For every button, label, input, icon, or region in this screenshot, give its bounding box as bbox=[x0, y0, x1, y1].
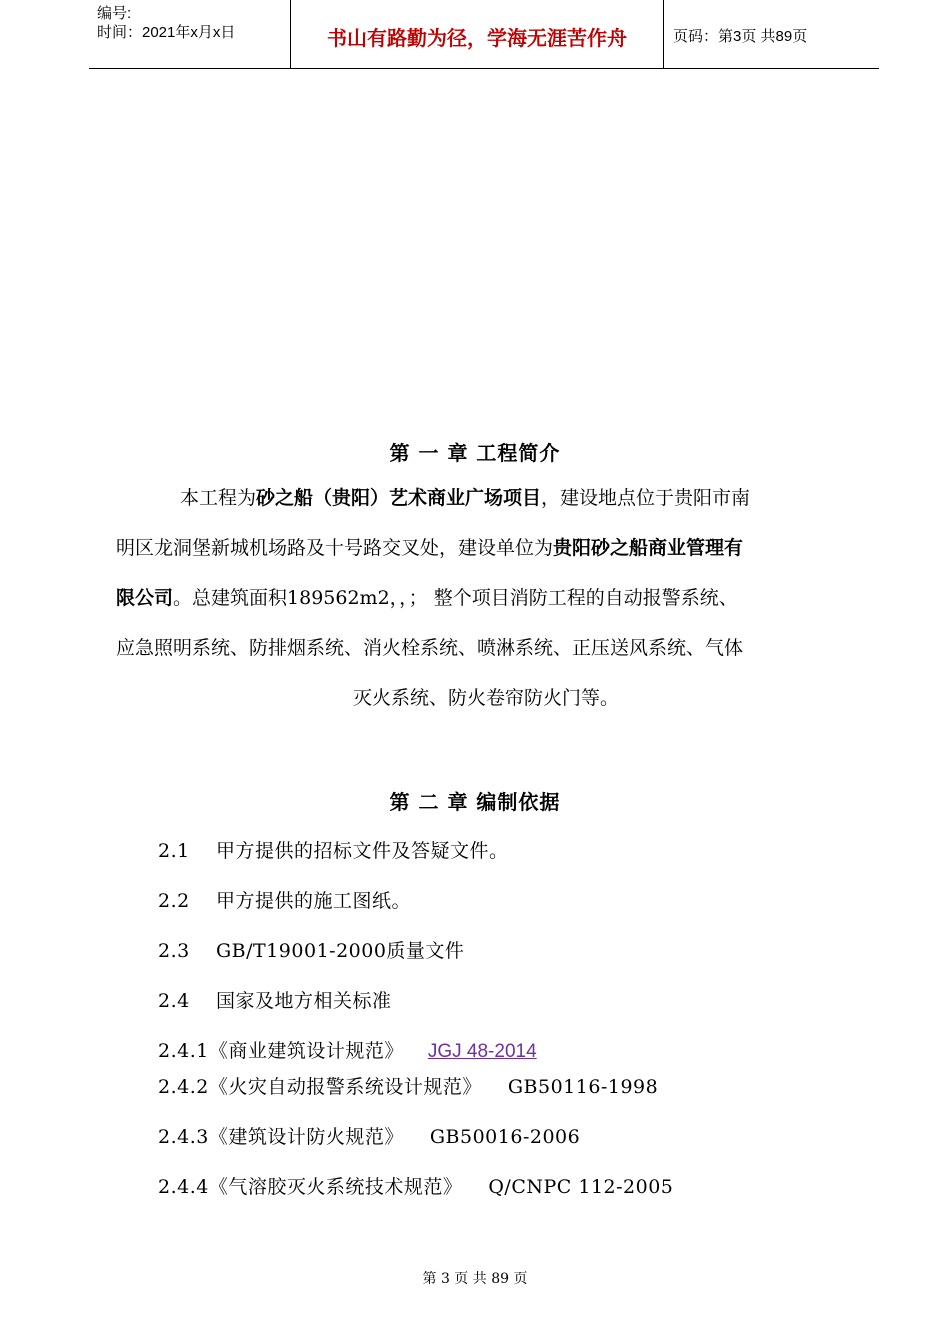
header-motto: 书山有路勤为径，学海无涯苦作舟 bbox=[327, 26, 627, 50]
owner-name: 限公司 bbox=[116, 587, 174, 609]
project-name: 砂之船（贵阳）艺术商业广场项目 bbox=[256, 487, 542, 509]
header-divider bbox=[663, 0, 664, 68]
sub-list-item bbox=[158, 1072, 658, 1099]
header-info bbox=[97, 4, 235, 42]
page-header bbox=[89, 0, 879, 69]
chapter-2-title: 第 二 章 编制依据 bbox=[389, 790, 561, 814]
item-number: 2.2 bbox=[158, 890, 190, 912]
standard-code-link[interactable]: JGJ 48-2014 bbox=[427, 1041, 537, 1062]
item-text: 2.4.2《火灾自动报警系统设计规范》 bbox=[158, 1076, 482, 1098]
list-item bbox=[158, 836, 509, 863]
item-text: 2.4.1《商业建筑设计规范》 bbox=[158, 1040, 404, 1062]
item-text: 国家及地方相关标准 bbox=[216, 990, 392, 1012]
list-item bbox=[158, 886, 411, 913]
item-text: 2.4.3《建筑设计防火规范》 bbox=[158, 1126, 404, 1148]
sub-list-item bbox=[158, 1122, 580, 1149]
paragraph-line bbox=[116, 573, 856, 623]
item-text: GB/T19001-2000质量文件 bbox=[216, 940, 465, 962]
sub-list-item bbox=[158, 1172, 673, 1199]
doc-time-label: 时间：2021年x月x日 bbox=[97, 24, 236, 41]
item-number: 2.3 bbox=[158, 940, 190, 962]
text-run: 明区龙洞堡新城机场路及十号路交叉处，建设单位为 bbox=[116, 537, 554, 559]
owner-name: 贵阳砂之船商业管理有 bbox=[553, 537, 744, 559]
chapter-1-paragraph bbox=[116, 473, 856, 723]
paragraph-line bbox=[116, 523, 856, 573]
standard-code: GB50016-2006 bbox=[429, 1126, 581, 1148]
standard-code: GB50116-1998 bbox=[507, 1076, 659, 1098]
text-run: 。总建筑面积189562m2，，； 整个项目消防工程的自动报警系统、 bbox=[173, 587, 738, 609]
item-text: 2.4.4《气溶胶灭火系统技术规范》 bbox=[158, 1176, 463, 1198]
paragraph-line bbox=[116, 473, 856, 523]
item-number: 2.1 bbox=[158, 840, 190, 862]
item-text: 甲方提供的施工图纸。 bbox=[216, 890, 412, 912]
item-text: 甲方提供的招标文件及答疑文件。 bbox=[216, 840, 509, 862]
doc-code-label: 编号: bbox=[97, 5, 132, 22]
text-run: ，建设地点位于贵阳市南 bbox=[541, 487, 751, 509]
sub-list-item bbox=[158, 1036, 537, 1063]
paragraph-line: 灭火系统、防火卷帘防火门等。 bbox=[352, 687, 619, 709]
page-footer: 第 3 页 共 89 页 bbox=[422, 1271, 528, 1287]
chapter-1-title: 第 一 章 工程简介 bbox=[389, 441, 561, 465]
text-run: 本工程为 bbox=[180, 487, 257, 509]
item-number: 2.4 bbox=[158, 990, 190, 1012]
list-item bbox=[158, 936, 464, 963]
header-page-number: 页码：第3页 共89页 bbox=[673, 28, 808, 45]
paragraph-line: 应急照明系统、防排烟系统、消火栓系统、喷淋系统、正压送风系统、气体 bbox=[116, 637, 744, 659]
list-item bbox=[158, 986, 392, 1013]
standard-code: Q/CNPC 112-2005 bbox=[488, 1176, 674, 1198]
